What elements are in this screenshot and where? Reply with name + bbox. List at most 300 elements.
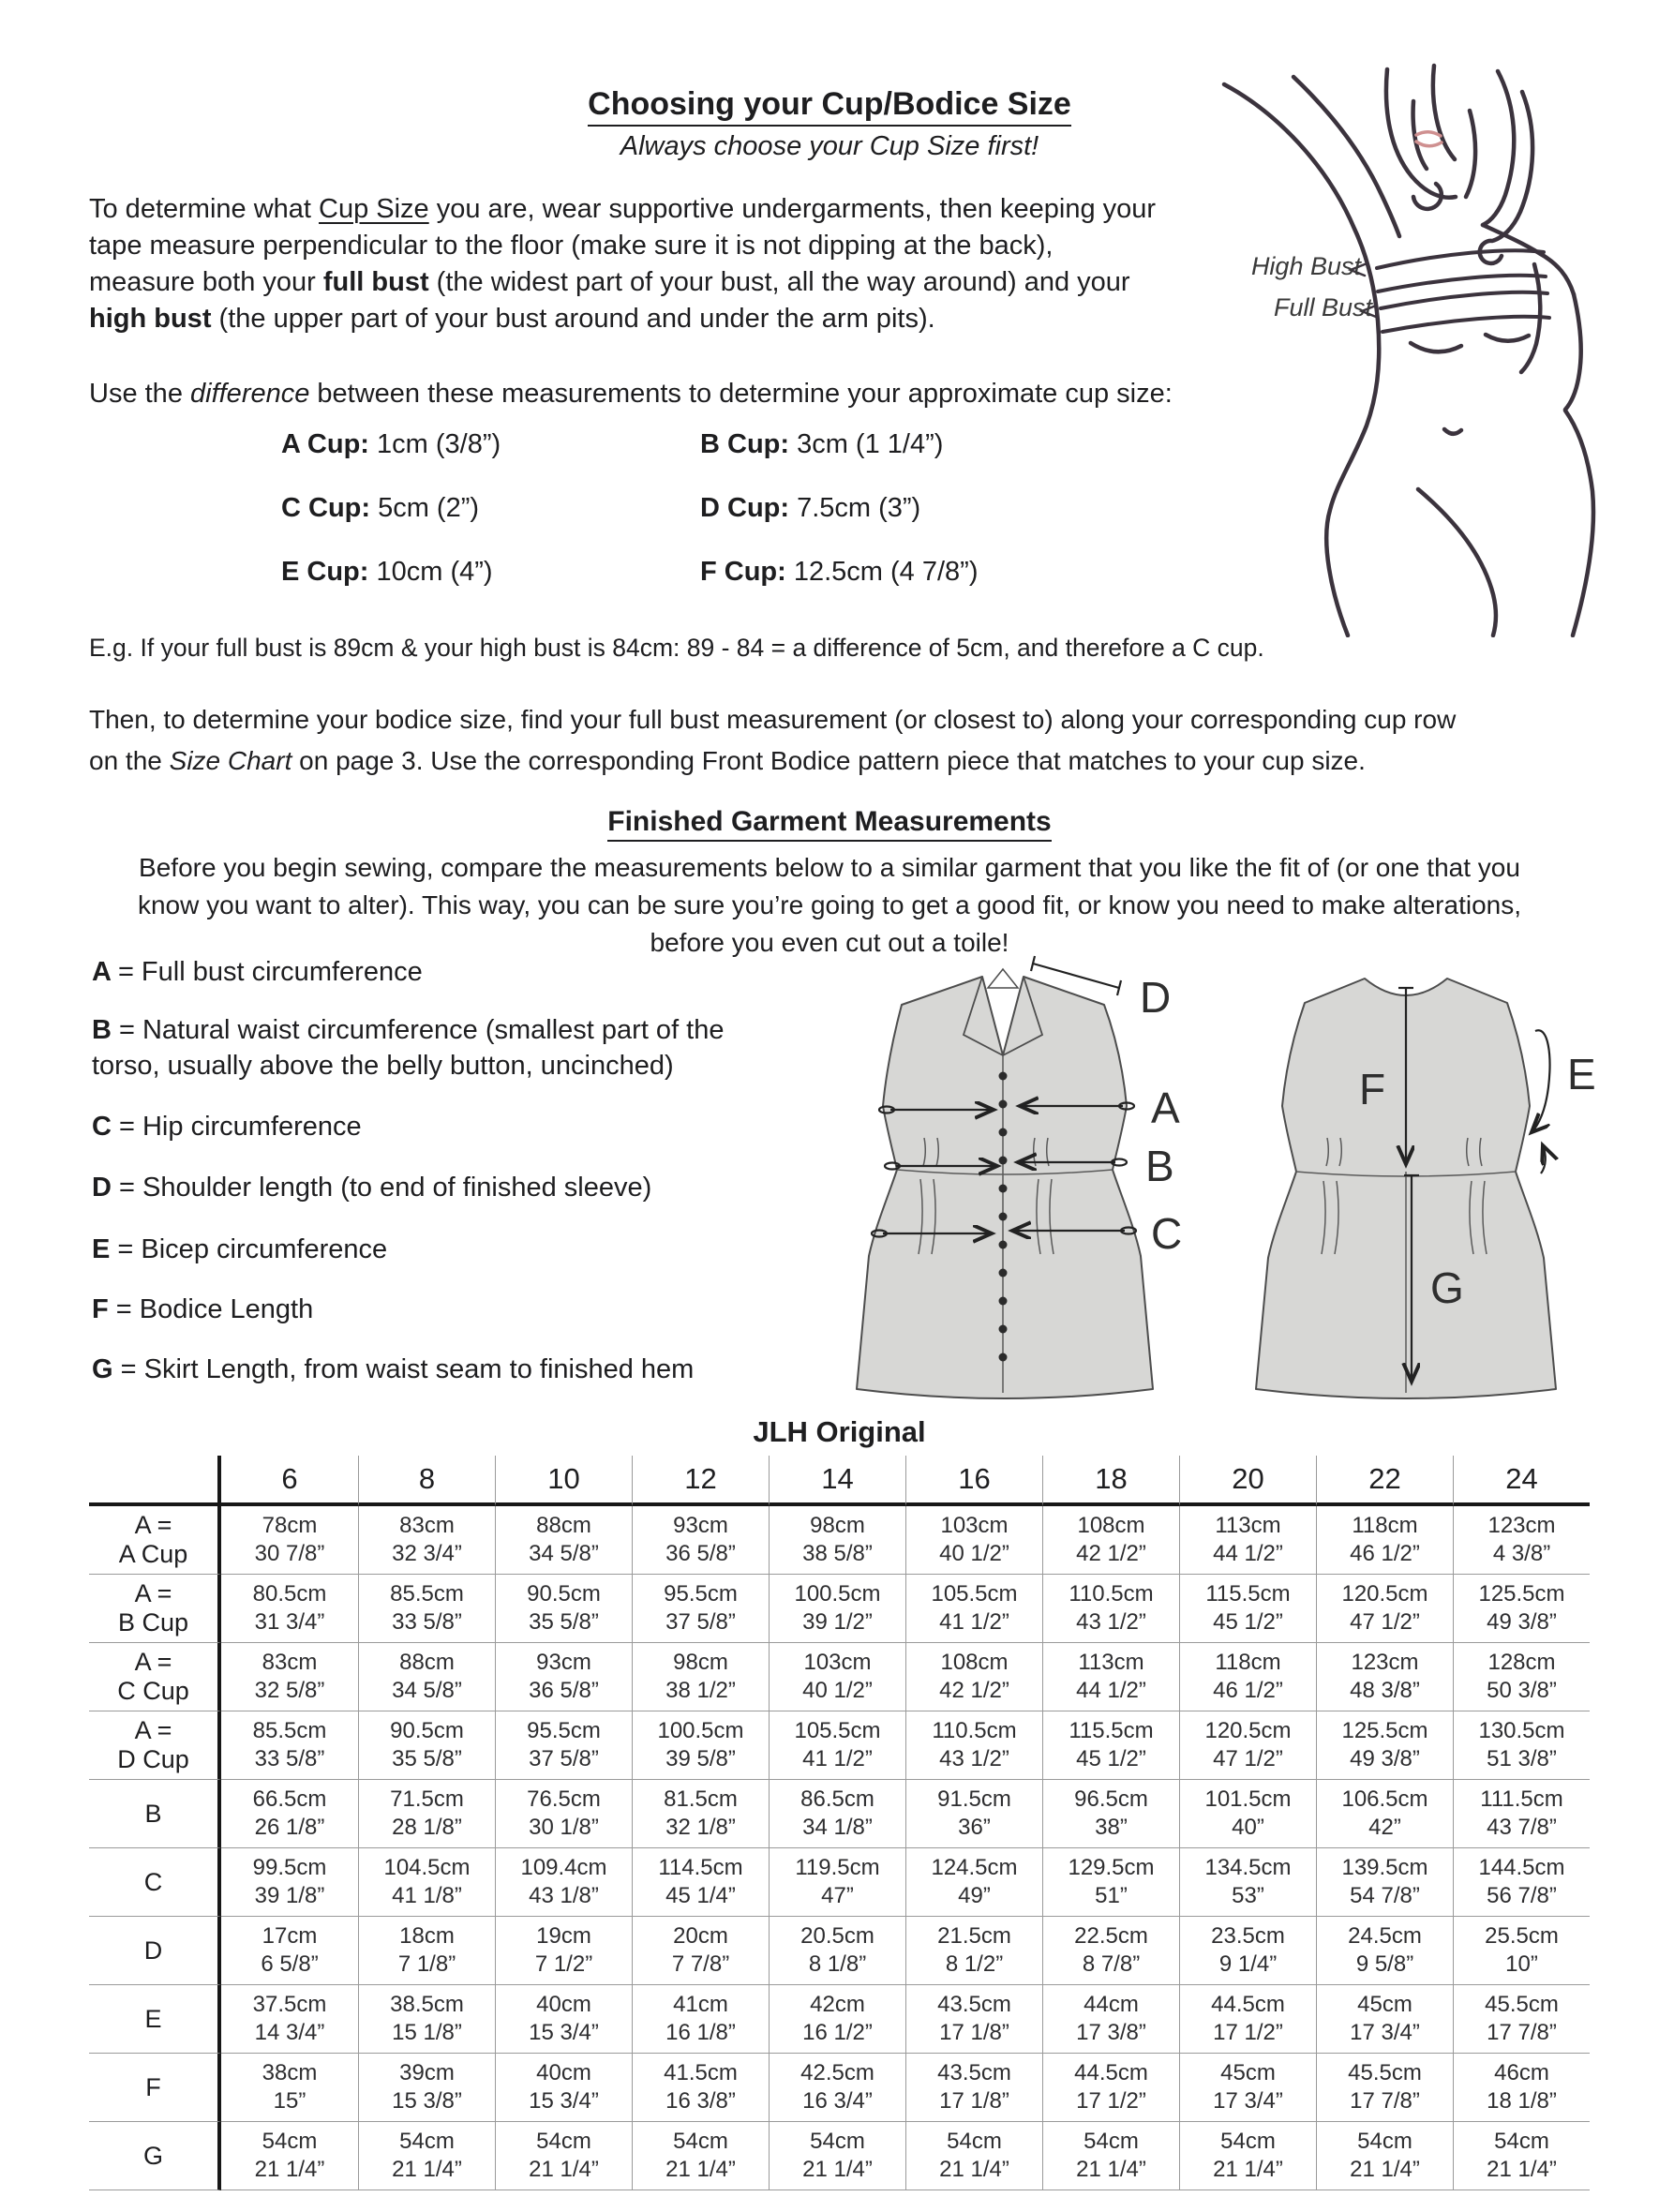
cell-cm-value: 129.5cm bbox=[1068, 1855, 1155, 1880]
size-chart-cell bbox=[358, 2054, 495, 2122]
cell-cm-value: 83cm bbox=[262, 1650, 318, 1675]
size-chart-cell bbox=[495, 1917, 632, 1985]
cup-size-value: 1cm (3/8”) bbox=[368, 429, 501, 459]
row-label-line: F bbox=[145, 2072, 161, 2101]
size-column-header: 18 bbox=[1042, 1456, 1179, 1506]
cell-cm-value: 43.5cm bbox=[937, 2060, 1011, 2085]
size-chart-cell bbox=[905, 1575, 1042, 1643]
cell-cm-value: 119.5cm bbox=[795, 1855, 880, 1880]
size-chart-cell bbox=[221, 1711, 358, 1780]
cell-cm-value: 106.5cm bbox=[1341, 1786, 1428, 1812]
cell-cm-value: 103cm bbox=[803, 1650, 872, 1675]
size-chart-row-label bbox=[89, 2122, 221, 2190]
cell-cm-value: 93cm bbox=[673, 1513, 728, 1538]
cell-inch-value: 36” bbox=[958, 1815, 991, 1840]
cell-cm-value: 44.5cm bbox=[1074, 2060, 1148, 2085]
cell-cm-value: 40cm bbox=[536, 1992, 591, 2017]
cell-inch-value: 42 1/2” bbox=[939, 1678, 1009, 1703]
bust-measure-bands bbox=[1377, 250, 1549, 332]
cell-inch-value: 39 5/8” bbox=[665, 1746, 736, 1771]
cell-inch-value: 14 3/4” bbox=[254, 2020, 325, 2045]
cell-inch-value: 47 1/2” bbox=[1213, 1746, 1283, 1771]
cell-cm-value: 125.5cm bbox=[1341, 1718, 1428, 1743]
size-chart-row-label bbox=[89, 2054, 221, 2122]
size-chart-cell bbox=[358, 1848, 495, 1917]
size-chart-row-label bbox=[89, 1643, 221, 1711]
definition-letter: E bbox=[92, 1234, 118, 1264]
bodice-line-2: on the Size Chart on page 3. Use the corresponding Front Bodice pattern piece that matches to your cup size. bbox=[89, 746, 1366, 775]
size-chart-cell bbox=[1453, 1711, 1590, 1780]
size-chart-cell bbox=[358, 1917, 495, 1985]
cell-inch-value: 40 1/2” bbox=[939, 1541, 1009, 1566]
size-chart-cell bbox=[1453, 1575, 1590, 1643]
cell-cm-value: 42.5cm bbox=[800, 2060, 874, 2085]
cell-cm-value: 66.5cm bbox=[252, 1786, 327, 1812]
cup-size-list bbox=[281, 429, 979, 620]
cup-size-label: B Cup: bbox=[700, 429, 790, 459]
size-chart-cell bbox=[769, 1643, 905, 1711]
size-chart-cell bbox=[905, 1917, 1042, 1985]
cup-size-item bbox=[281, 493, 700, 557]
cell-inch-value: 17 1/8” bbox=[939, 2020, 1009, 2045]
cell-cm-value: 98cm bbox=[673, 1650, 728, 1675]
size-chart-cell bbox=[905, 1780, 1042, 1848]
cup-size-label: D Cup: bbox=[700, 493, 790, 523]
intro-line-3: measure both your full bust (the widest part of your bust, all the way around) and your bbox=[89, 267, 1130, 297]
cell-cm-value: 105.5cm bbox=[931, 1581, 1018, 1607]
cup-size-label: F Cup: bbox=[700, 557, 786, 587]
cell-cm-value: 113cm bbox=[1078, 1650, 1144, 1675]
cup-size-value: 3cm (1 1/4”) bbox=[789, 429, 944, 459]
cell-inch-value: 28 1/8” bbox=[392, 1815, 462, 1840]
size-chart-title: JLH Original bbox=[753, 1415, 926, 1448]
cell-inch-value: 7 7/8” bbox=[671, 1951, 730, 1977]
cell-inch-value: 44 1/2” bbox=[1076, 1678, 1146, 1703]
size-chart-cell bbox=[358, 1575, 495, 1643]
size-chart-cell bbox=[1453, 1917, 1590, 1985]
size-column-header: 14 bbox=[769, 1456, 905, 1506]
cell-inch-value: 33 5/8” bbox=[254, 1746, 325, 1771]
measurement-label-E: E bbox=[1567, 1050, 1596, 1099]
cell-inch-value: 21 1/4” bbox=[665, 2157, 736, 2182]
definition-text: = Full bust circumference bbox=[117, 957, 423, 987]
cell-cm-value: 93cm bbox=[536, 1650, 591, 1675]
full-bust-term: full bust bbox=[322, 267, 429, 297]
cell-inch-value: 4 3/8” bbox=[1492, 1541, 1551, 1566]
cell-cm-value: 20cm bbox=[673, 1923, 728, 1949]
cell-inch-value: 51” bbox=[1095, 1883, 1128, 1908]
full-bust-figure-label: Full Bust bbox=[1273, 293, 1372, 321]
row-label-line: C bbox=[143, 1867, 163, 1896]
size-chart-cell bbox=[632, 1506, 769, 1575]
cell-inch-value: 45 1/2” bbox=[1213, 1609, 1283, 1635]
cup-size-item bbox=[700, 493, 979, 557]
size-chart-cell bbox=[769, 1711, 905, 1780]
size-chart-row-label bbox=[89, 1985, 221, 2054]
cell-cm-value: 54cm bbox=[262, 2129, 318, 2154]
cell-inch-value: 39 1/2” bbox=[802, 1609, 873, 1635]
cell-cm-value: 21.5cm bbox=[937, 1923, 1011, 1949]
intro-line-4: high bust (the upper part of your bust around and under the arm pits). bbox=[89, 304, 935, 334]
cell-inch-value: 38” bbox=[1095, 1815, 1128, 1840]
definition-text: = Bicep circumference bbox=[117, 1234, 388, 1264]
cell-cm-value: 54cm bbox=[399, 2129, 455, 2154]
size-chart-cell bbox=[1453, 2122, 1590, 2190]
cell-inch-value: 21 1/4” bbox=[529, 2157, 599, 2182]
size-chart-cell bbox=[358, 2122, 495, 2190]
size-chart-cell bbox=[1316, 2122, 1453, 2190]
cup-size-label: C Cup: bbox=[281, 493, 371, 523]
cell-cm-value: 38.5cm bbox=[390, 1992, 464, 2017]
size-chart-cell bbox=[1453, 1506, 1590, 1575]
definition-item bbox=[92, 1109, 748, 1144]
cell-inch-value: 42” bbox=[1368, 1815, 1401, 1840]
cell-inch-value: 15 3/4” bbox=[529, 2020, 599, 2045]
cell-cm-value: 18cm bbox=[399, 1923, 455, 1949]
body-outline bbox=[1224, 66, 1593, 635]
cell-inch-value: 43 1/2” bbox=[939, 1746, 1009, 1771]
cell-inch-value: 17 1/8” bbox=[939, 2088, 1009, 2114]
cell-inch-value: 16 1/8” bbox=[665, 2020, 736, 2045]
cell-inch-value: 37 5/8” bbox=[529, 1746, 599, 1771]
definition-letter: G bbox=[92, 1354, 121, 1384]
row-label-line: C Cup bbox=[117, 1677, 189, 1705]
row-label-line: G bbox=[142, 2141, 163, 2170]
page-subtitle: Always choose your Cup Size first! bbox=[620, 131, 1039, 161]
cell-inch-value: 49 3/8” bbox=[1487, 1609, 1557, 1635]
row-label-line: D bbox=[143, 1936, 163, 1965]
cell-inch-value: 40” bbox=[1232, 1815, 1264, 1840]
finished-garment-heading: Finished Garment Measurements bbox=[0, 806, 1659, 842]
measurement-label-A: A bbox=[1151, 1084, 1180, 1132]
size-chart-cell bbox=[1179, 1780, 1316, 1848]
cup-size-term: Cup Size bbox=[319, 194, 429, 224]
cell-inch-value: 41 1/8” bbox=[392, 1883, 462, 1908]
cell-cm-value: 139.5cm bbox=[1341, 1855, 1428, 1880]
cell-inch-value: 17 3/4” bbox=[1350, 2020, 1420, 2045]
definition-item bbox=[92, 1170, 748, 1205]
definition-text: = Hip circumference bbox=[119, 1112, 362, 1142]
size-chart-cell bbox=[1453, 1643, 1590, 1711]
cell-inch-value: 50 3/8” bbox=[1487, 1678, 1557, 1703]
size-chart-cell bbox=[632, 1711, 769, 1780]
size-column-header: 10 bbox=[495, 1456, 632, 1506]
row-label-line: B Cup bbox=[117, 1608, 189, 1637]
size-chart-cell bbox=[495, 1985, 632, 2054]
cell-cm-value: 101.5cm bbox=[1204, 1786, 1292, 1812]
cell-inch-value: 15 1/8” bbox=[392, 2020, 462, 2045]
size-chart-cell bbox=[769, 2054, 905, 2122]
cell-cm-value: 118cm bbox=[1352, 1513, 1418, 1538]
cell-inch-value: 6 5/8” bbox=[261, 1951, 319, 1977]
cell-inch-value: 15” bbox=[273, 2088, 306, 2114]
cell-cm-value: 17cm bbox=[262, 1923, 318, 1949]
cell-inch-value: 36 5/8” bbox=[665, 1541, 736, 1566]
size-chart-cell bbox=[632, 2122, 769, 2190]
definition-item bbox=[92, 1012, 748, 1084]
cell-cm-value: 83cm bbox=[399, 1513, 455, 1538]
size-chart-cell bbox=[905, 1711, 1042, 1780]
cell-cm-value: 86.5cm bbox=[800, 1786, 874, 1812]
cup-size-value: 5cm (2”) bbox=[370, 493, 480, 523]
cell-cm-value: 23.5cm bbox=[1211, 1923, 1285, 1949]
cell-cm-value: 134.5cm bbox=[1204, 1855, 1292, 1880]
cell-inch-value: 34 5/8” bbox=[529, 1541, 599, 1566]
cell-inch-value: 45 1/4” bbox=[665, 1883, 736, 1908]
size-chart-cell bbox=[1042, 1917, 1179, 1985]
definition-letter: B bbox=[92, 1015, 119, 1045]
cell-inch-value: 15 3/8” bbox=[392, 2088, 462, 2114]
cell-cm-value: 105.5cm bbox=[794, 1718, 881, 1743]
size-chart-cell bbox=[769, 2122, 905, 2190]
cell-cm-value: 111.5cm bbox=[1480, 1786, 1563, 1812]
definition-text: = Bodice Length bbox=[115, 1294, 314, 1324]
cell-cm-value: 41.5cm bbox=[664, 2060, 738, 2085]
definition-letter: F bbox=[92, 1294, 116, 1324]
cell-cm-value: 45.5cm bbox=[1348, 2060, 1422, 2085]
size-chart-cell bbox=[905, 1985, 1042, 2054]
size-chart-cell bbox=[905, 2122, 1042, 2190]
cell-inch-value: 21 1/4” bbox=[254, 2157, 325, 2182]
size-chart-cell bbox=[221, 1848, 358, 1917]
cell-cm-value: 99.5cm bbox=[252, 1855, 327, 1880]
cell-inch-value: 8 1/8” bbox=[808, 1951, 867, 1977]
size-chart-cell bbox=[221, 1780, 358, 1848]
row-label-line: A = bbox=[134, 1716, 172, 1744]
cup-size-value: 7.5cm (3”) bbox=[789, 493, 921, 523]
cell-inch-value: 53” bbox=[1232, 1883, 1264, 1908]
cell-inch-value: 30 7/8” bbox=[254, 1541, 325, 1566]
cell-inch-value: 17 7/8” bbox=[1350, 2088, 1420, 2114]
definition-text: = Natural waist circumference (smallest part of the torso, usually above the belly button, uncinched) bbox=[92, 1015, 725, 1081]
size-chart-cell bbox=[1042, 2054, 1179, 2122]
cell-cm-value: 95.5cm bbox=[664, 1581, 738, 1607]
intro-line-1: To determine what Cup Size you are, wear supportive undergarments, then keeping your bbox=[89, 194, 1157, 224]
size-chart-cell bbox=[1042, 1711, 1179, 1780]
cell-inch-value: 7 1/2” bbox=[534, 1951, 593, 1977]
cell-inch-value: 21 1/4” bbox=[1350, 2157, 1420, 2182]
cell-inch-value: 26 1/8” bbox=[254, 1815, 325, 1840]
high-bust-figure-label: High Bust bbox=[1250, 252, 1361, 280]
size-chart-cell bbox=[1316, 1643, 1453, 1711]
size-chart-cell bbox=[358, 1780, 495, 1848]
size-chart-row-label bbox=[89, 1848, 221, 1917]
cell-cm-value: 24.5cm bbox=[1348, 1923, 1422, 1949]
size-chart-cell bbox=[1316, 2054, 1453, 2122]
cell-inch-value: 21 1/4” bbox=[802, 2157, 873, 2182]
row-label-line: D Cup bbox=[117, 1745, 189, 1773]
cell-inch-value: 17 1/2” bbox=[1076, 2088, 1146, 2114]
definition-text: = Skirt Length, from waist seam to finished hem bbox=[120, 1354, 695, 1384]
difference-instruction: Use the difference between these measurements to determine your approximate cup size: bbox=[89, 379, 1173, 409]
cup-size-item bbox=[281, 429, 700, 493]
cell-cm-value: 41cm bbox=[673, 1992, 728, 2017]
cell-cm-value: 90.5cm bbox=[527, 1581, 601, 1607]
cup-size-item bbox=[700, 557, 979, 620]
size-chart-cell bbox=[769, 1506, 905, 1575]
cell-inch-value: 38 1/2” bbox=[665, 1678, 736, 1703]
size-column-header: 24 bbox=[1453, 1456, 1590, 1506]
cell-cm-value: 54cm bbox=[1220, 2129, 1276, 2154]
cell-cm-value: 44cm bbox=[1084, 1992, 1139, 2017]
cell-cm-value: 88cm bbox=[399, 1650, 455, 1675]
cell-cm-value: 54cm bbox=[673, 2129, 728, 2154]
high-bust-term: high bust bbox=[89, 304, 212, 334]
cell-cm-value: 130.5cm bbox=[1478, 1718, 1565, 1743]
cell-inch-value: 17 7/8” bbox=[1487, 2020, 1557, 2045]
size-column-header: 6 bbox=[221, 1456, 358, 1506]
cell-inch-value: 17 3/4” bbox=[1213, 2088, 1283, 2114]
cell-cm-value: 54cm bbox=[1357, 2129, 1412, 2154]
size-chart-cell bbox=[1316, 1711, 1453, 1780]
size-chart-cell bbox=[632, 1917, 769, 1985]
size-chart-cell bbox=[1042, 1985, 1179, 2054]
cell-inch-value: 16 1/2” bbox=[802, 2020, 873, 2045]
size-chart-cell bbox=[221, 1917, 358, 1985]
size-column-header: 22 bbox=[1316, 1456, 1453, 1506]
cell-cm-value: 144.5cm bbox=[1478, 1855, 1565, 1880]
cup-size-label: A Cup: bbox=[281, 429, 369, 459]
size-chart-cell bbox=[221, 1575, 358, 1643]
cell-inch-value: 34 5/8” bbox=[392, 1678, 462, 1703]
definition-letter: C bbox=[92, 1112, 119, 1142]
size-chart-cell bbox=[221, 2122, 358, 2190]
row-label-line: A = bbox=[134, 1511, 172, 1539]
cell-cm-value: 43.5cm bbox=[937, 1992, 1011, 2017]
measurement-label-B: B bbox=[1145, 1142, 1174, 1190]
example-line: E.g. If your full bust is 89cm & your high bust is 84cm: 89 - 84 = a difference of 5cm, and therefore a C cup. bbox=[89, 634, 1264, 662]
definition-letter: D bbox=[92, 1173, 119, 1203]
row-label-line: A = bbox=[134, 1648, 172, 1676]
size-chart-cell bbox=[769, 1985, 905, 2054]
cell-cm-value: 109.4cm bbox=[520, 1855, 607, 1880]
cell-inch-value: 44 1/2” bbox=[1213, 1541, 1283, 1566]
cell-inch-value: 51 3/8” bbox=[1487, 1746, 1557, 1771]
size-chart-cell bbox=[1179, 1848, 1316, 1917]
cell-inch-value: 8 7/8” bbox=[1082, 1951, 1141, 1977]
cell-inch-value: 32 3/4” bbox=[392, 1541, 462, 1566]
size-chart-cell bbox=[495, 2054, 632, 2122]
cell-inch-value: 17 3/8” bbox=[1076, 2020, 1146, 2045]
size-chart-row-label bbox=[89, 1575, 221, 1643]
size-chart-cell bbox=[769, 1780, 905, 1848]
definition-text: = Shoulder length (to end of finished sleeve) bbox=[119, 1173, 652, 1203]
cell-inch-value: 40 1/2” bbox=[802, 1678, 873, 1703]
cell-cm-value: 85.5cm bbox=[390, 1581, 464, 1607]
measurement-label-G: G bbox=[1430, 1263, 1464, 1312]
cell-inch-value: 33 5/8” bbox=[392, 1609, 462, 1635]
cell-cm-value: 110.5cm bbox=[932, 1718, 1017, 1743]
cell-inch-value: 38 5/8” bbox=[802, 1541, 873, 1566]
row-label-line: B bbox=[144, 1799, 162, 1828]
cell-inch-value: 41 1/2” bbox=[939, 1609, 1009, 1635]
size-chart-cell bbox=[1042, 1780, 1179, 1848]
cell-cm-value: 19cm bbox=[536, 1923, 591, 1949]
cell-cm-value: 45.5cm bbox=[1485, 1992, 1559, 2017]
size-chart-table bbox=[89, 1456, 1590, 2190]
cell-cm-value: 54cm bbox=[1494, 2129, 1549, 2154]
size-chart-cell bbox=[905, 1643, 1042, 1711]
size-chart-cell bbox=[1453, 1985, 1590, 2054]
cup-size-value: 10cm (4”) bbox=[368, 557, 493, 587]
size-chart-cell bbox=[495, 1643, 632, 1711]
size-chart-cell bbox=[221, 1506, 358, 1575]
size-chart-cell bbox=[1179, 2054, 1316, 2122]
cell-inch-value: 17 1/2” bbox=[1213, 2020, 1283, 2045]
cell-cm-value: 37.5cm bbox=[252, 1992, 327, 2017]
size-chart-cell bbox=[495, 1780, 632, 1848]
page-title: Choosing your Cup/Bodice Size bbox=[0, 86, 1659, 127]
cell-inch-value: 47 1/2” bbox=[1350, 1609, 1420, 1635]
cell-cm-value: 98cm bbox=[810, 1513, 865, 1538]
cell-cm-value: 91.5cm bbox=[937, 1786, 1011, 1812]
cell-cm-value: 108cm bbox=[940, 1650, 1009, 1675]
size-chart-cell bbox=[1316, 1848, 1453, 1917]
cell-cm-value: 110.5cm bbox=[1069, 1581, 1154, 1607]
cell-cm-value: 54cm bbox=[536, 2129, 591, 2154]
cup-size-label: E Cup: bbox=[281, 557, 369, 587]
front-dress-diagram bbox=[857, 956, 1153, 1398]
cell-cm-value: 90.5cm bbox=[390, 1718, 464, 1743]
cell-cm-value: 22.5cm bbox=[1074, 1923, 1148, 1949]
definition-item bbox=[92, 1352, 748, 1387]
size-chart-cell bbox=[1179, 1575, 1316, 1643]
cell-cm-value: 124.5cm bbox=[931, 1855, 1018, 1880]
cell-cm-value: 42cm bbox=[810, 1992, 865, 2017]
size-chart-cell bbox=[632, 1848, 769, 1917]
cell-inch-value: 39 1/8” bbox=[254, 1883, 325, 1908]
cup-size-value: 12.5cm (4 7/8”) bbox=[785, 557, 979, 587]
cell-inch-value: 48 3/8” bbox=[1350, 1678, 1420, 1703]
cell-cm-value: 103cm bbox=[940, 1513, 1009, 1538]
size-chart-cell bbox=[1316, 1506, 1453, 1575]
cell-cm-value: 20.5cm bbox=[800, 1923, 874, 1949]
size-chart-cell bbox=[632, 1780, 769, 1848]
cell-cm-value: 81.5cm bbox=[664, 1786, 738, 1812]
cup-size-item bbox=[281, 557, 700, 620]
size-chart-row-label bbox=[89, 1506, 221, 1575]
cell-inch-value: 9 5/8” bbox=[1355, 1951, 1414, 1977]
cell-inch-value: 7 1/8” bbox=[397, 1951, 456, 1977]
cell-inch-value: 54 7/8” bbox=[1350, 1883, 1420, 1908]
cell-cm-value: 45cm bbox=[1357, 1992, 1412, 2017]
cell-cm-value: 120.5cm bbox=[1341, 1581, 1428, 1607]
cell-inch-value: 47” bbox=[821, 1883, 854, 1908]
size-chart-cell bbox=[358, 1985, 495, 2054]
size-chart-cell bbox=[769, 1917, 905, 1985]
cell-cm-value: 80.5cm bbox=[252, 1581, 327, 1607]
size-chart-row-label bbox=[89, 1711, 221, 1780]
cell-inch-value: 16 3/8” bbox=[665, 2088, 736, 2114]
size-chart-cell bbox=[495, 2122, 632, 2190]
cell-cm-value: 54cm bbox=[1084, 2129, 1139, 2154]
cell-cm-value: 128cm bbox=[1487, 1650, 1556, 1675]
size-column-header: 16 bbox=[905, 1456, 1042, 1506]
measurement-label-D: D bbox=[1140, 973, 1172, 1022]
cell-inch-value: 46 1/2” bbox=[1350, 1541, 1420, 1566]
cell-cm-value: 39cm bbox=[399, 2060, 455, 2085]
size-chart-cell bbox=[769, 1848, 905, 1917]
size-chart-cell bbox=[495, 1848, 632, 1917]
cell-cm-value: 104.5cm bbox=[383, 1855, 471, 1880]
cell-inch-value: 21 1/4” bbox=[392, 2157, 462, 2182]
size-chart-cell bbox=[1316, 1917, 1453, 1985]
cell-cm-value: 71.5cm bbox=[390, 1786, 464, 1812]
cell-inch-value: 56 7/8” bbox=[1487, 1883, 1557, 1908]
cell-inch-value: 36 5/8” bbox=[529, 1678, 599, 1703]
size-chart-cell bbox=[1042, 1575, 1179, 1643]
size-chart-cell bbox=[1316, 1985, 1453, 2054]
